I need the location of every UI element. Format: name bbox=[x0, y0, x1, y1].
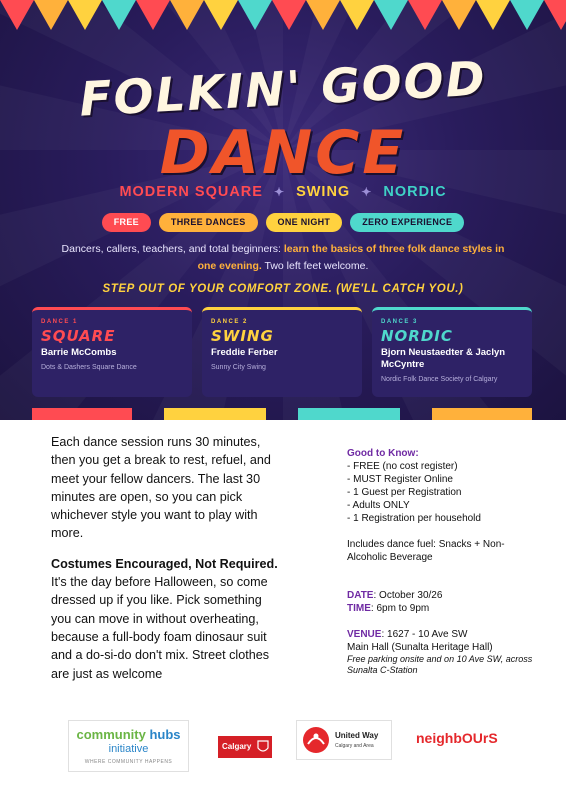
venue bbox=[347, 628, 537, 676]
good-item: - FREE (no cost register) bbox=[347, 461, 458, 472]
style-square: MODERN SQUARE bbox=[119, 184, 263, 200]
neighbours-logo: neighbOUrS bbox=[416, 730, 498, 746]
good-item: - MUST Register Online bbox=[347, 474, 453, 485]
bunting-flag bbox=[510, 0, 544, 30]
good-item: - Adults ONLY bbox=[347, 500, 410, 511]
costume-heading: Costumes Encouraged, Not Required. bbox=[51, 556, 278, 571]
card-kicker: DANCE 1 bbox=[41, 319, 78, 325]
pill-free: FREE bbox=[102, 213, 151, 232]
good-to-know-heading: Good to Know: bbox=[347, 448, 419, 459]
good-to-know bbox=[347, 447, 537, 525]
date-time bbox=[347, 589, 537, 615]
calgary-crest-icon bbox=[257, 740, 269, 754]
event-info-column bbox=[347, 447, 537, 689]
bunting-flag bbox=[340, 0, 374, 30]
dance-card-swing bbox=[202, 307, 362, 397]
style-swing: SWING bbox=[296, 184, 351, 200]
bunting-flag bbox=[204, 0, 238, 30]
good-item: - 1 Registration per household bbox=[347, 513, 481, 524]
feature-pills bbox=[0, 213, 566, 232]
intro-text: Dancers, callers, teachers, and total beginners: learn the basics of three folk dance styles in one evening. Two left feet welcome. bbox=[61, 243, 505, 272]
card-dance-name: NORDIC bbox=[381, 327, 453, 345]
card-organization: Nordic Folk Dance Society of Calgary bbox=[381, 376, 498, 383]
card-caller: Bjorn Neustaedter & Jaclyn McCyntre bbox=[381, 347, 506, 370]
dance-styles-line bbox=[0, 184, 566, 200]
costume-description: Costumes Encouraged, Not Required. It's the day before Halloween, so come dressed up if you like. Pick something you can move in without overheating, because a full-body foam dinosaur suit and a do-si-do don't mix. Street clothes are just as welcome bbox=[51, 556, 278, 681]
calgary-logo: Calgary bbox=[218, 736, 272, 758]
bunting-flag bbox=[442, 0, 476, 30]
pill-three-dances: THREE DANCES bbox=[159, 213, 258, 232]
united-way-logo: United Way Calgary and Area bbox=[296, 720, 392, 760]
card-organization: Dots & Dashers Square Dance bbox=[41, 364, 137, 371]
card-kicker: DANCE 2 bbox=[211, 319, 248, 325]
sparkle-icon: ✦ bbox=[361, 185, 373, 199]
card-kicker: DANCE 3 bbox=[381, 319, 418, 325]
event-date: DATE: October 30/26 bbox=[347, 590, 443, 601]
good-item: - 1 Guest per Registration bbox=[347, 487, 462, 498]
session-description: Each dance session runs 30 minutes, then you get a break to rest, refuel, and meet your fellow dancers. The last 30 minutes are open, so you can pick whichever style you want to play with more. bbox=[51, 435, 271, 541]
title-line-2: DANCE bbox=[159, 118, 407, 188]
bunting-flag bbox=[272, 0, 306, 30]
parking-note: Free parking onsite and on 10 Ave SW, across Sunalta C-Station bbox=[347, 654, 533, 675]
card-caller: Barrie McCombs bbox=[41, 347, 117, 358]
title-line-1: FOLKIN' GOOD bbox=[78, 51, 488, 128]
pill-one-night: ONE NIGHT bbox=[266, 213, 343, 232]
color-stripes bbox=[32, 408, 532, 420]
bunting-flags bbox=[0, 0, 566, 36]
bunting-flag bbox=[68, 0, 102, 30]
bunting-flag bbox=[544, 0, 566, 30]
dance-card-square bbox=[32, 307, 192, 397]
venue-hall: Main Hall (Sunalta Heritage Hall) bbox=[347, 642, 493, 653]
tagline: STEP OUT OF YOUR COMFORT ZONE. (WE'LL CATCH YOU.) bbox=[102, 283, 464, 295]
bunting-flag bbox=[34, 0, 68, 30]
sparkle-icon: ✦ bbox=[273, 185, 286, 199]
bunting-flag bbox=[476, 0, 510, 30]
bunting-flag bbox=[136, 0, 170, 30]
card-dance-name: SWING bbox=[211, 327, 274, 345]
dance-fuel: Includes dance fuel: Snacks + Non-Alcoholic Beverage bbox=[347, 539, 505, 563]
community-hubs-logo: community hubs initiative WHERE COMMUNITY HAPPENS bbox=[68, 720, 189, 772]
card-dance-name: SQUARE bbox=[41, 327, 116, 345]
event-time: TIME: 6pm to 9pm bbox=[347, 603, 430, 614]
dance-card-nordic bbox=[372, 307, 532, 397]
card-caller: Freddie Ferber bbox=[211, 347, 278, 358]
bunting-flag bbox=[0, 0, 34, 30]
venue-address: VENUE: 1627 - 10 Ave SW bbox=[347, 629, 468, 640]
bunting-flag bbox=[102, 0, 136, 30]
pill-zero-experience: ZERO EXPERIENCE bbox=[350, 213, 464, 232]
bunting-flag bbox=[170, 0, 204, 30]
bunting-flag bbox=[408, 0, 442, 30]
sponsor-logos bbox=[0, 716, 566, 776]
description-column bbox=[51, 433, 283, 683]
bunting-flag bbox=[306, 0, 340, 30]
united-way-hand-icon bbox=[302, 726, 330, 754]
intro-highlight: learn the basics of three folk dance styles in one evening. bbox=[197, 243, 505, 272]
style-nordic: NORDIC bbox=[383, 184, 447, 200]
dance-cards bbox=[32, 307, 532, 397]
bunting-flag bbox=[374, 0, 408, 30]
bunting-flag bbox=[238, 0, 272, 30]
card-organization: Sunny City Swing bbox=[211, 364, 266, 371]
